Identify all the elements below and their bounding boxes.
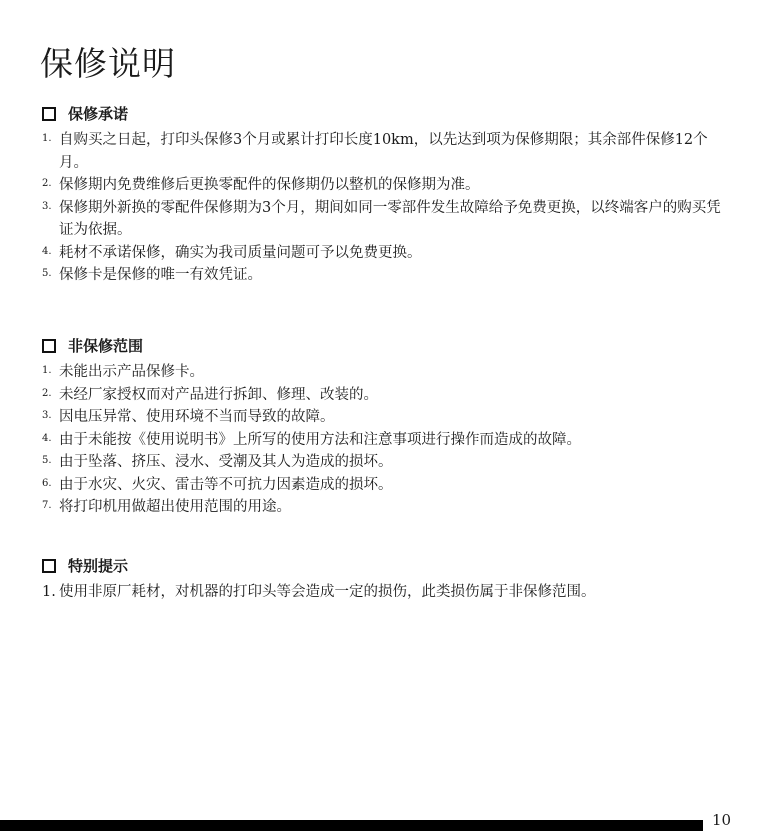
list-item-text: 自购买之日起，打印头保修3个月或累计打印长度10km，以先达到项为保修期限；其余部件保修12个月。 xyxy=(59,132,708,171)
page-title: 保修说明 xyxy=(40,44,176,83)
list-number: 4. xyxy=(42,245,52,257)
list-item-text: 耗材不承诺保修，确实为我司质量问题可予以免费更换。 xyxy=(59,244,422,261)
warranty-promise-list xyxy=(42,129,732,287)
section-warranty-promise xyxy=(42,103,732,287)
section-title: 非保修范围 xyxy=(68,337,144,355)
list-item xyxy=(42,406,732,429)
list-item-text: 未能出示产品保修卡。 xyxy=(59,364,204,380)
list-item xyxy=(42,264,732,287)
page-number: 10 xyxy=(712,811,732,829)
list-number: 7. xyxy=(42,500,52,511)
list-number: 1. xyxy=(42,133,52,144)
section-title: 特别提示 xyxy=(68,557,129,575)
non-warranty-list xyxy=(42,361,732,519)
checkbox-icon xyxy=(42,339,56,353)
list-number: 1. xyxy=(42,584,56,600)
list-item xyxy=(42,384,732,407)
list-item xyxy=(42,429,732,452)
list-item xyxy=(42,581,732,604)
list-number: 2. xyxy=(42,178,52,189)
section-title: 保修承诺 xyxy=(68,105,129,123)
list-item-text: 由于坠落、挤压、浸水、受潮及其人为造成的损坏。 xyxy=(59,454,393,470)
list-item-text: 由于水灾、火灾、雷击等不可抗力因素造成的损坏。 xyxy=(59,476,393,493)
list-number: 6. xyxy=(42,477,52,489)
list-number: 1. xyxy=(42,365,52,376)
list-number: 5. xyxy=(42,455,52,466)
list-item-text: 保修期外新换的零配件保修期为3个月，期间如同一零部件发生故障给予免费更换，以终端客户的购买凭证为依据。 xyxy=(59,199,721,238)
list-item xyxy=(42,197,732,242)
list-item xyxy=(42,129,732,174)
checkbox-icon xyxy=(42,559,56,573)
list-number: 3. xyxy=(42,200,52,212)
section-header xyxy=(42,103,732,125)
list-number: 3. xyxy=(42,410,52,421)
list-item-text: 使用非原厂耗材，对机器的打印头等会造成一定的损伤，此类损伤属于非保修范围。 xyxy=(59,584,596,600)
list-item xyxy=(42,496,732,519)
list-item xyxy=(42,361,732,384)
list-item xyxy=(42,242,732,265)
list-item-text: 保修期内免费维修后更换零配件的保修期仍以整机的保修期为准。 xyxy=(59,177,480,193)
checkbox-icon xyxy=(42,107,56,121)
footer-bar xyxy=(0,820,703,831)
list-item xyxy=(42,474,732,497)
special-notice-list xyxy=(42,581,732,604)
list-item-text: 因电压异常、使用环境不当而导致的故障。 xyxy=(59,409,335,425)
section-header xyxy=(42,335,732,357)
list-number: 4. xyxy=(42,432,52,444)
section-special-notice xyxy=(42,555,732,604)
list-item-text: 保修卡是保修的唯一有效凭证。 xyxy=(59,267,262,283)
list-item-text: 将打印机用做超出使用范围的用途。 xyxy=(59,499,291,515)
list-number: 5. xyxy=(42,268,52,279)
list-item-text: 由于未能按《使用说明书》上所写的使用方法和注意事项进行操作而造成的故障。 xyxy=(59,431,581,448)
section-non-warranty-scope xyxy=(42,335,732,519)
list-item xyxy=(42,451,732,474)
list-item xyxy=(42,174,732,197)
list-number: 2. xyxy=(42,387,52,399)
list-item-text: 未经厂家授权而对产品进行拆卸、修理、改装的。 xyxy=(59,386,378,403)
section-header xyxy=(42,555,732,577)
